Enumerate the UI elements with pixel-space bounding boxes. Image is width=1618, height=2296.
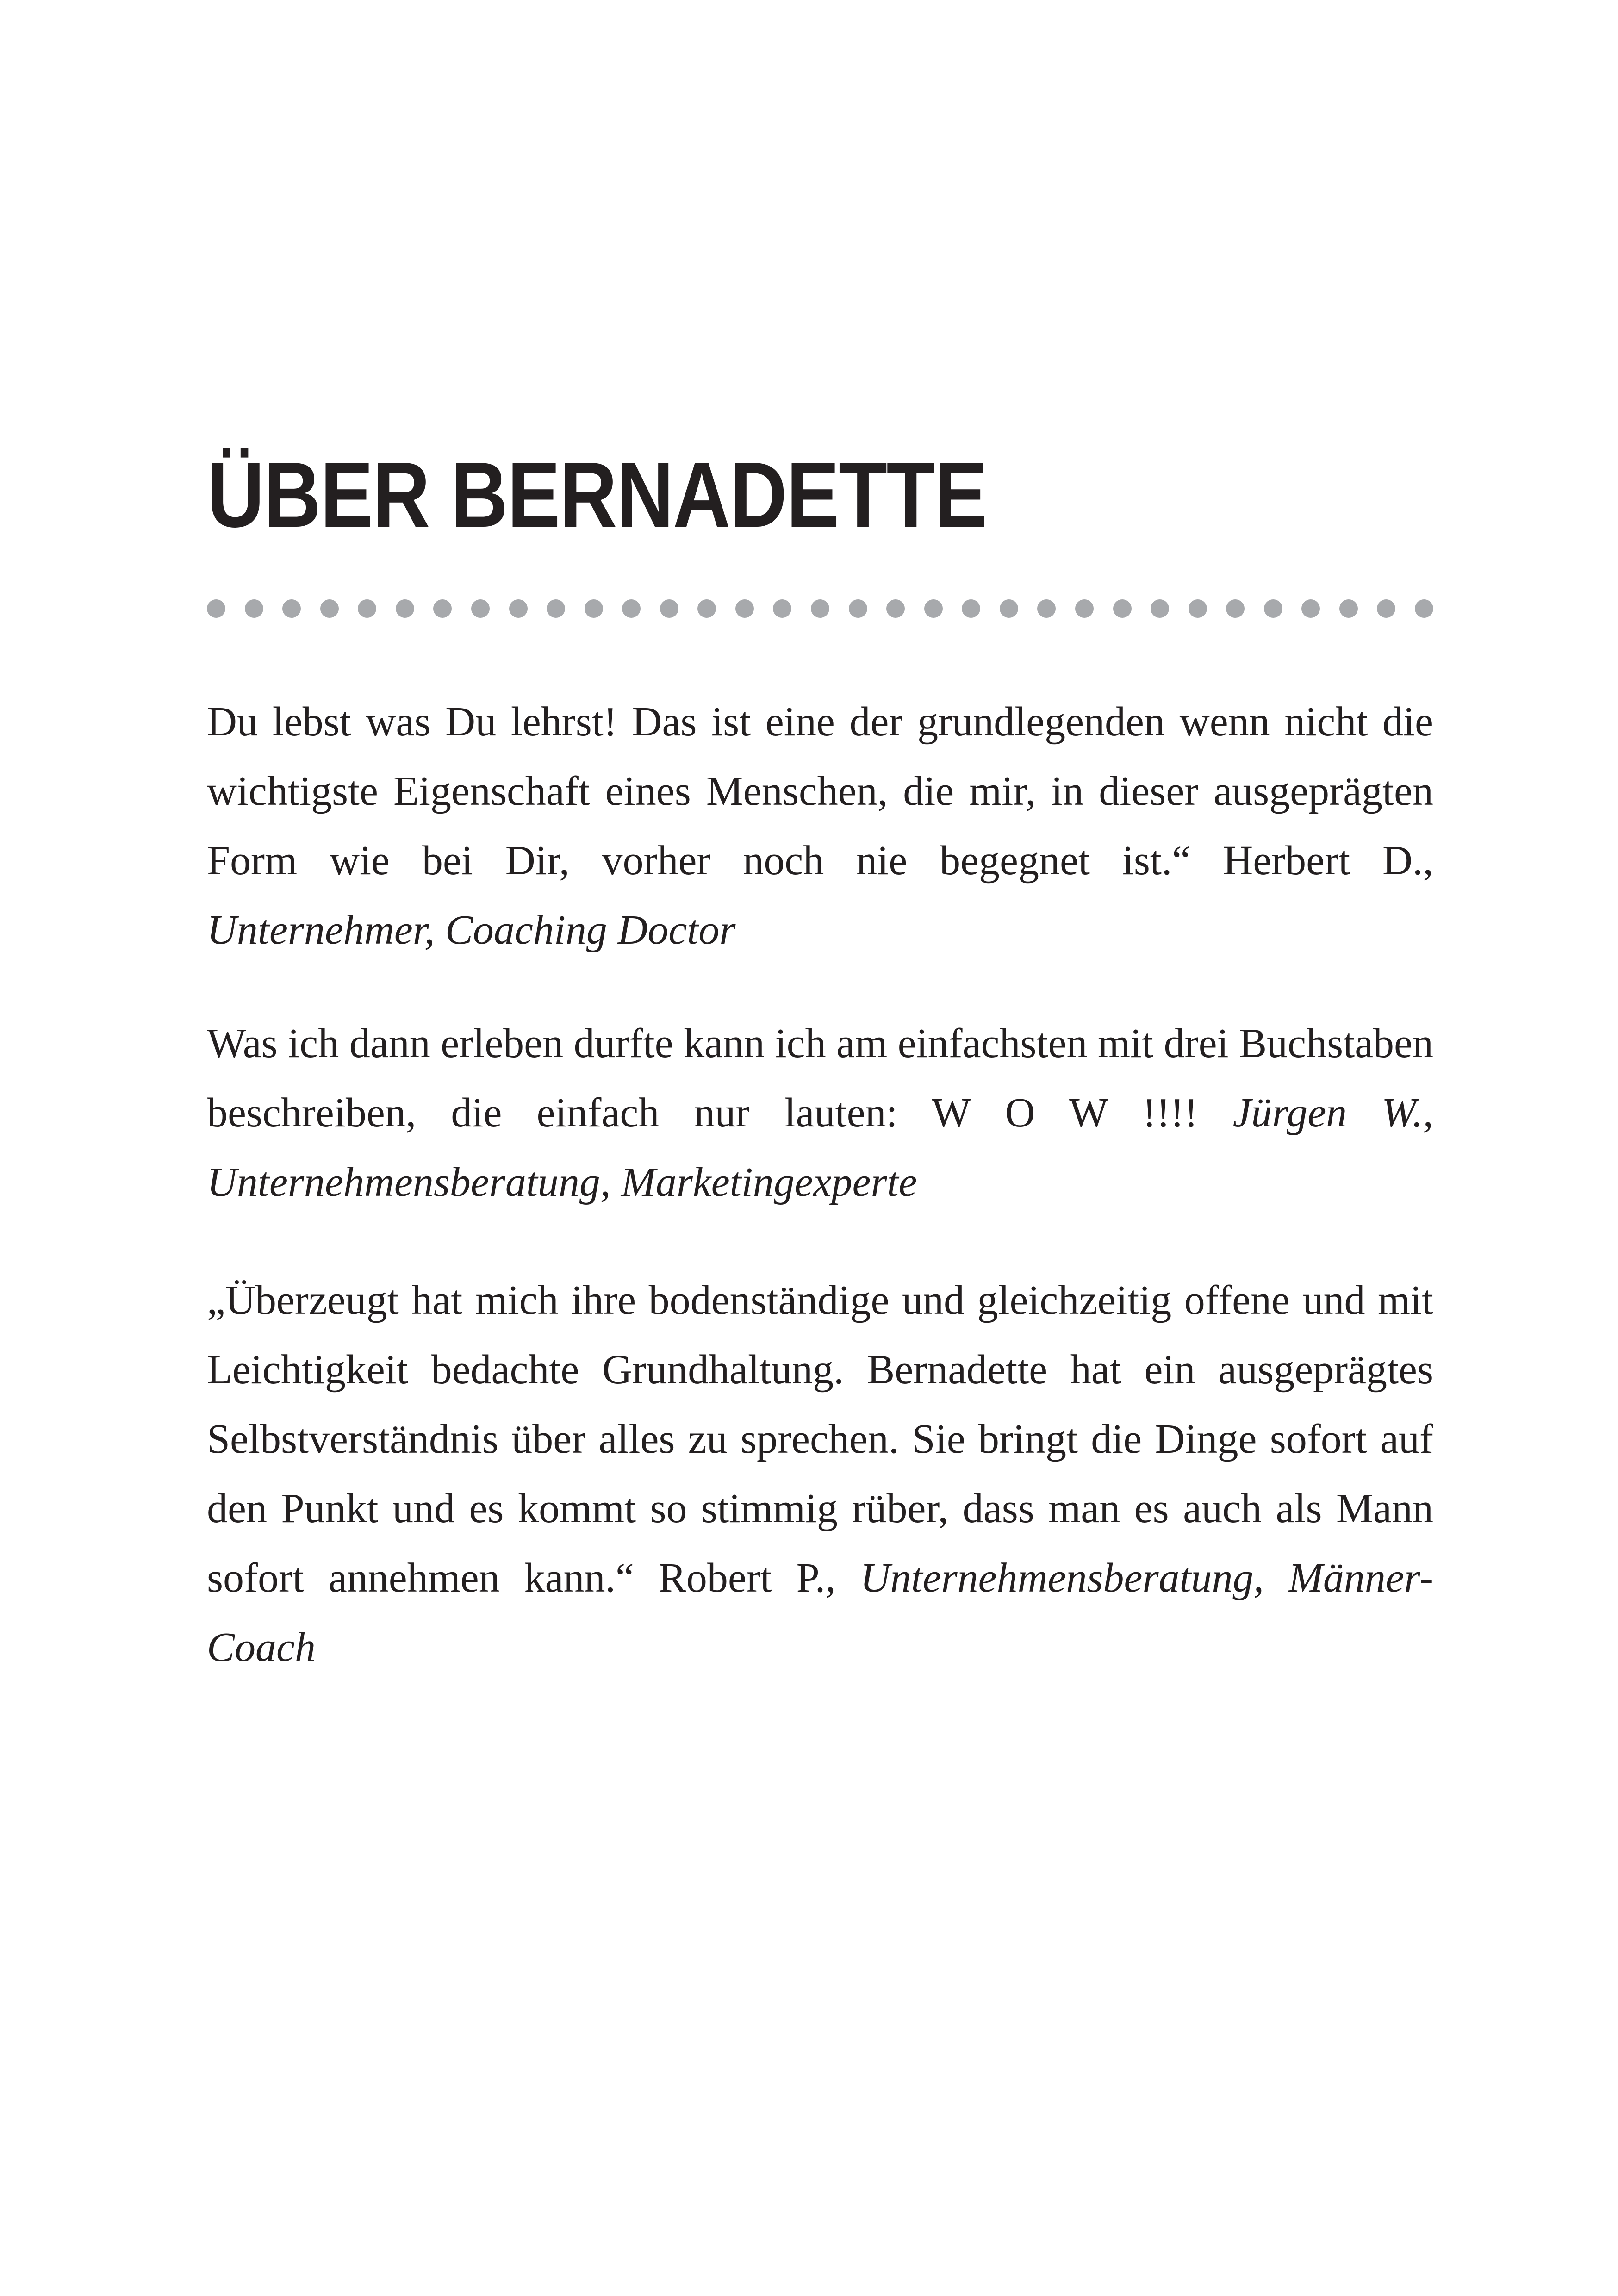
divider-dot bbox=[886, 599, 905, 618]
divider-dot bbox=[585, 599, 603, 618]
page-title: ÜBER BERNADETTE bbox=[207, 443, 987, 547]
divider-dot bbox=[1226, 599, 1245, 618]
testimonial-role: Unternehmensberatung, Männer-Coach bbox=[207, 1555, 1434, 1670]
divider-dot bbox=[547, 599, 565, 618]
divider-dot bbox=[1151, 599, 1169, 618]
divider-dot bbox=[1000, 599, 1018, 618]
dotted-divider bbox=[207, 598, 1433, 619]
divider-dot bbox=[735, 599, 754, 618]
divider-dot bbox=[509, 599, 528, 618]
divider-dot bbox=[924, 599, 943, 618]
divider-dot bbox=[396, 599, 414, 618]
divider-dot bbox=[282, 599, 301, 618]
divider-dot bbox=[1189, 599, 1207, 618]
divider-dot bbox=[1264, 599, 1282, 618]
divider-dot bbox=[245, 599, 263, 618]
divider-dot bbox=[773, 599, 791, 618]
divider-dot bbox=[207, 599, 225, 618]
divider-dot bbox=[471, 599, 490, 618]
testimonial-text: „Überzeugt hat mich ihre bodenständige und gleichzeitig offene und mit Leichtigkeit bedachte Grundhaltung. Bernadette hat ein ausgeprägtes Selbstverständnis über alles zu sprechen. Sie bringt die Dinge sofort auf den Punkt und es kommt so stimmig rüber, dass man es auch als Mann sofort annehmen kann.“ Robert P., bbox=[207, 1277, 1433, 1601]
divider-dot bbox=[1037, 599, 1056, 618]
divider-dot bbox=[1415, 599, 1433, 618]
divider-dot bbox=[1113, 599, 1132, 618]
testimonial-juergen bbox=[207, 1009, 1433, 1217]
divider-dot bbox=[320, 599, 339, 618]
testimonial-text: Was ich dann erleben durfte kann ich am einfachsten mit drei Buchstaben beschreiben, die einfach nur lauten: W O W !!!! bbox=[207, 1020, 1433, 1136]
divider-dot bbox=[697, 599, 716, 618]
divider-dot bbox=[811, 599, 829, 618]
testimonial-role: Jürgen W., Unternehmensberatung, Marketingexperte bbox=[207, 1090, 1433, 1205]
divider-dot bbox=[433, 599, 452, 618]
divider-dot bbox=[358, 599, 376, 618]
divider-dot bbox=[962, 599, 980, 618]
divider-dot bbox=[1377, 599, 1395, 618]
testimonial-text: Du lebst was Du lehrst! Das ist eine der grundlegenden wenn nicht die wichtigste Eigenschaft eines Menschen, die mir, in dieser ausgeprägten Form wie bei Dir, vorher noch nie begegnet ist.“ Herbert D., bbox=[207, 699, 1433, 884]
divider-dot bbox=[1075, 599, 1094, 618]
divider-dot bbox=[849, 599, 867, 618]
testimonial-herbert bbox=[207, 687, 1433, 965]
divider-dot bbox=[1301, 599, 1320, 618]
divider-dot bbox=[622, 599, 641, 618]
testimonial-role: Unternehmer, Coaching Doctor bbox=[207, 907, 736, 953]
testimonial-robert bbox=[207, 1266, 1433, 1682]
divider-dot bbox=[660, 599, 678, 618]
divider-dot bbox=[1339, 599, 1358, 618]
